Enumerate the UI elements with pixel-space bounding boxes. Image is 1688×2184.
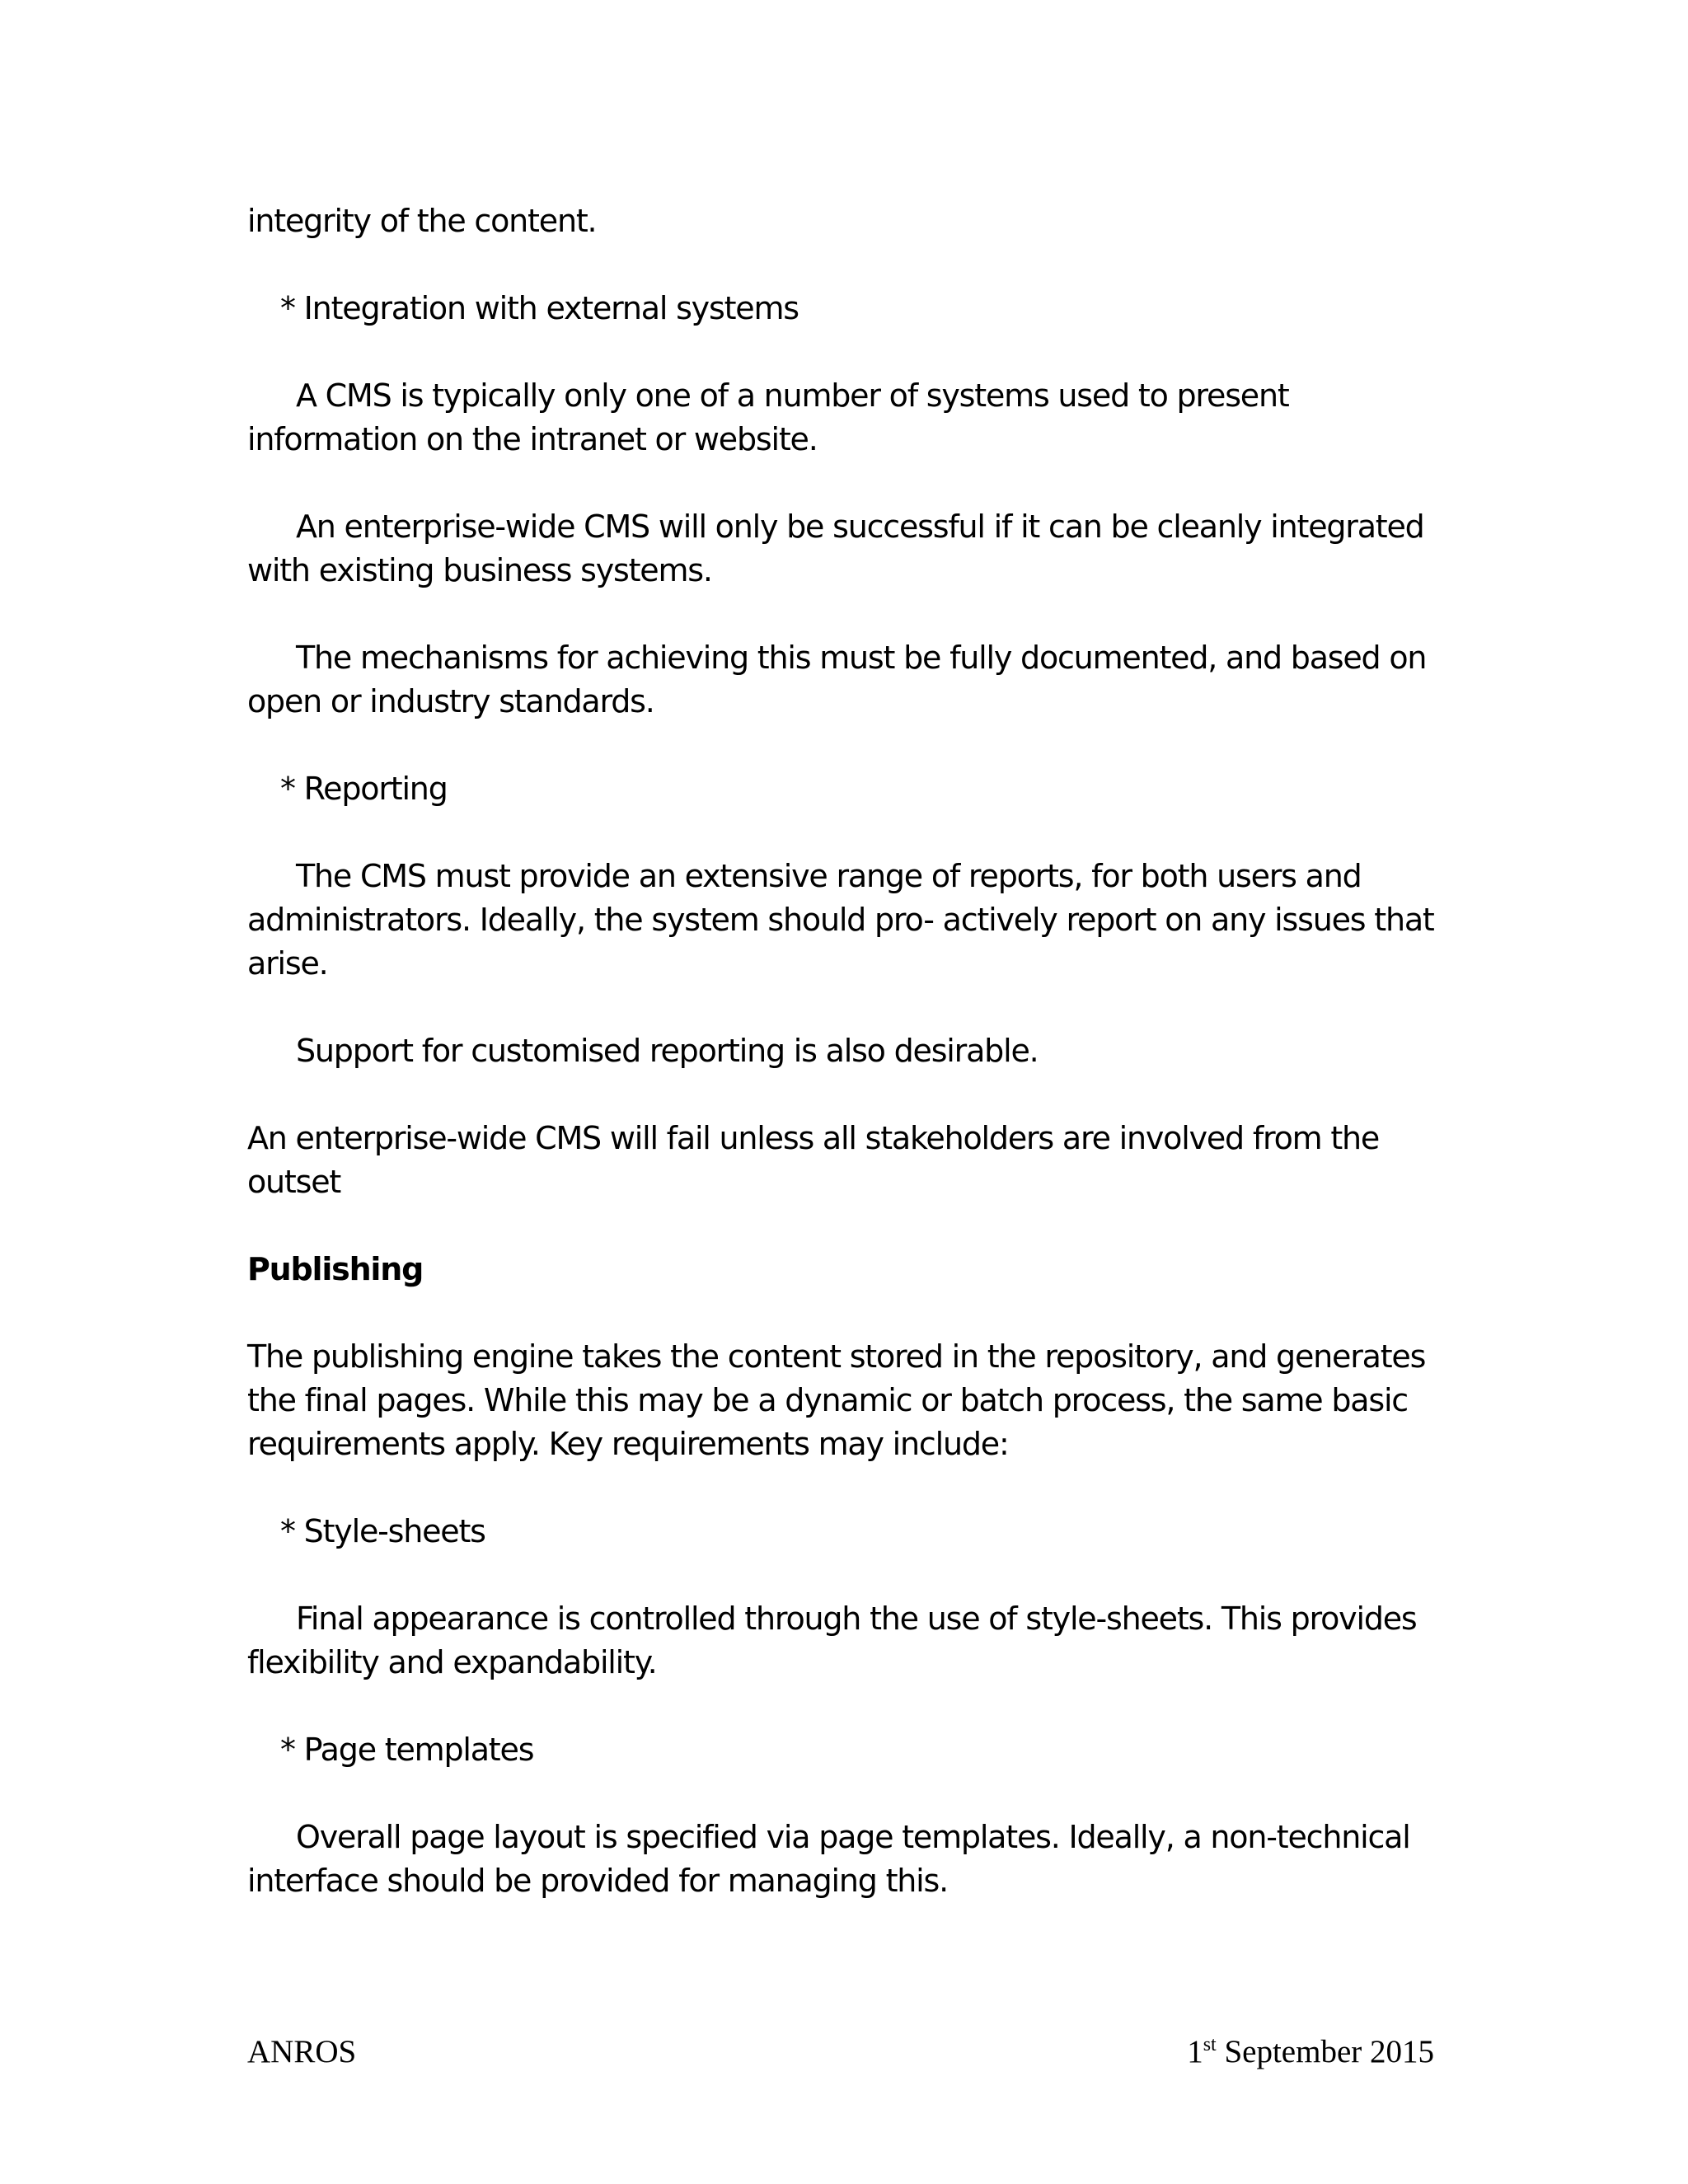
paragraph-enterprise-integration: An enterprise-wide CMS will only be successful if it can be cleanly integrated with existing business systems. — [247, 509, 1424, 588]
paragraph-mechanisms: The mechanisms for achieving this must be fully documented, and based on open or industry standards. — [247, 640, 1427, 719]
document-body — [247, 199, 1467, 1947]
bullet-integration: * Integration with external systems — [280, 290, 799, 326]
paragraph-final-appearance: Final appearance is controlled through the use of style-sheets. This provides flexibility and expandability. — [247, 1601, 1417, 1680]
paragraph-continuation: integrity of the content. — [247, 203, 597, 239]
bullet-reporting: * Reporting — [280, 771, 448, 807]
paragraph-cms-systems: A CMS is typically only one of a number of systems used to present information on the intranet or website. — [247, 377, 1289, 457]
paragraph-stakeholders: An enterprise-wide CMS will fail unless all stakeholders are involved from the outset — [247, 1120, 1380, 1200]
paragraph-publishing-engine: The publishing engine takes the content stored in the repository, and generates the final pages. While this may be a dynamic or batch process, the same basic requirements apply. Key requirements may include: — [247, 1338, 1426, 1462]
paragraph-custom-reporting: Support for customised reporting is also desirable. — [296, 1033, 1039, 1069]
footer-date-rest: September 2015 — [1216, 2034, 1434, 2069]
bullet-style-sheets: * Style-sheets — [280, 1513, 485, 1549]
footer-author: ANROS — [247, 2034, 357, 2069]
footer-date-suffix: st — [1203, 2034, 1217, 2055]
paragraph-page-layout: Overall page layout is specified via page templates. Ideally, a non-technical interface should be provided for managing this. — [247, 1819, 1410, 1899]
paragraph-reports: The CMS must provide an extensive range of reports, for both users and administrators. Ideally, the system should pro- actively report on any issues that arise. — [247, 858, 1434, 982]
bullet-page-templates: * Page templates — [280, 1732, 534, 1768]
heading-publishing: Publishing — [247, 1251, 424, 1287]
footer-date — [1187, 2032, 1434, 2072]
footer-date-day: 1 — [1187, 2034, 1203, 2069]
